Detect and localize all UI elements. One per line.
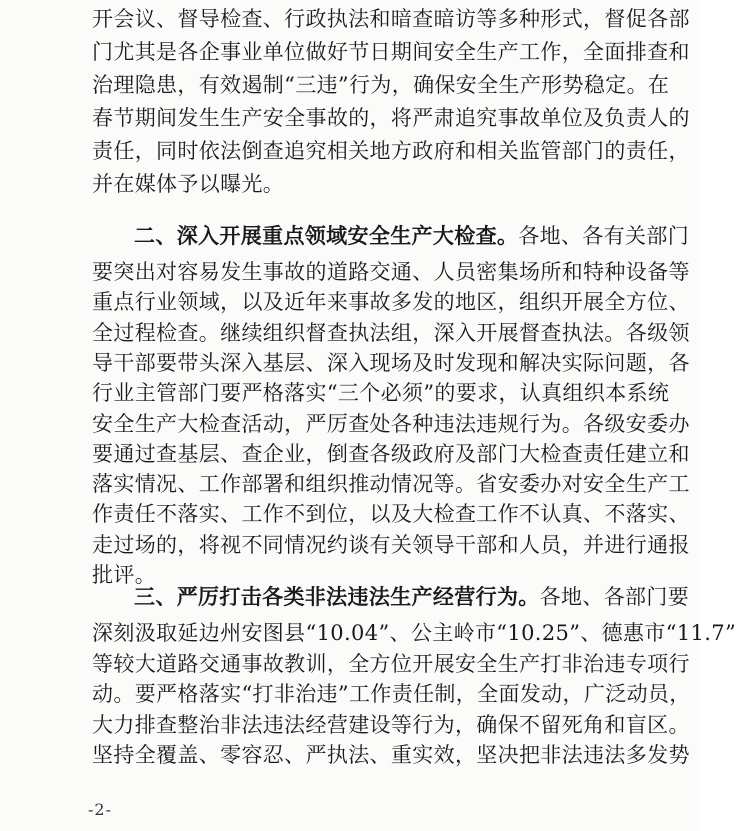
text-line: 要突出对容易发生事故的道路交通、人员密集场所和特种设备等: [92, 260, 690, 284]
section-2-first-line: [134, 221, 690, 251]
text-line: 批评。: [92, 563, 157, 587]
text-line: 治理隐患，有效遏制“三违”行为，确保安全生产形势稳定。在: [92, 73, 670, 97]
text-line: 要通过查基层、查企业，倒查各级政府及部门大检查责任建立和: [92, 441, 690, 466]
text-line: 责任，同时依法倒查追究相关地方政府和相关监管部门的责任，: [92, 139, 690, 163]
text-line: 行业主管部门要严格落实“三个必须”的要求，认真组织本系统: [92, 381, 670, 406]
page-number: -2-: [88, 800, 112, 819]
text-line: 安全生产大检查活动，严厉查处各种违法违规行为。各级安委办: [92, 411, 690, 436]
text-line: 开会议、督导检查、行政执法和暗查暗访等多种形式，督促各部: [92, 7, 690, 31]
text-line: 落实情况、工作部署和组织推动情况等。省安委办对安全生产工: [92, 472, 690, 497]
text-line: 导干部要带头深入基层、深入现场及时发现和解决实际问题，各: [92, 350, 690, 375]
text-line: 门尤其是各企事业单位做好节日期间安全生产工作，全面排查和: [92, 40, 690, 64]
section-2-first-line-text: 各地、各有关部门: [518, 224, 690, 248]
text-line: 大力排查整治非法违法经营建设等行为，确保不留死角和盲区。: [92, 712, 690, 737]
text-line: 并在媒体予以曝光。: [92, 172, 285, 196]
section-3-heading: 三、严厉打击各类非法违法生产经营行为。: [134, 585, 540, 609]
text-line: 深刻汲取延边州安图县“10.04”、公主岭市“10.25”、德惠市“11.7”: [92, 621, 736, 645]
text-line: 春节期间发生生产安全事故的，将严肃追究事故单位及负责人的: [92, 106, 690, 130]
section-3-first-line: [134, 582, 690, 612]
text-line: 作责任不落实、工作不到位，以及大检查工作不认真、不落实、: [92, 502, 690, 527]
text-line: 坚持全覆盖、零容忍、严执法、重实效，坚决把非法违法多发势: [92, 743, 690, 767]
section-2-heading: 二、深入开展重点领域安全生产大检查。: [134, 224, 519, 248]
text-line: 重点行业领域，以及近年来事故多发的地区，组织开展全方位、: [92, 290, 690, 315]
text-line: 走过场的，将视不同情况约谈有关领导干部和人员，并进行通报: [92, 532, 690, 557]
text-line: 全过程检查。继续组织督查执法组，深入开展督查执法。各级领: [92, 320, 690, 345]
text-line: 动。要严格落实“打非治违”工作责任制，全面发动，广泛动员，: [92, 682, 691, 706]
section-3-first-line-text: 各地、各部门要: [539, 585, 690, 609]
text-line: 等较大道路交通事故教训，全方位开展安全生产打非治违专项行: [92, 651, 690, 676]
